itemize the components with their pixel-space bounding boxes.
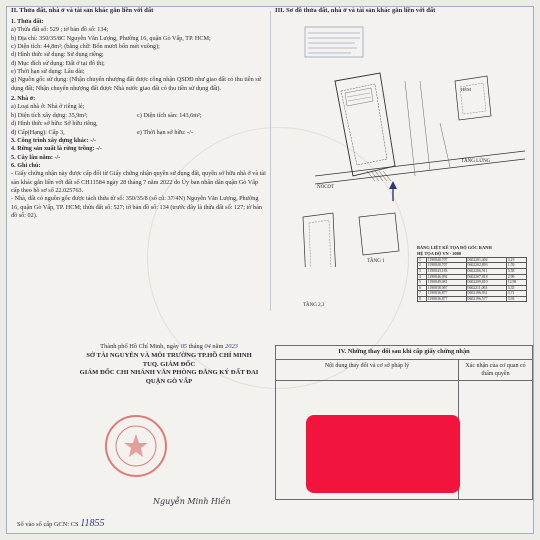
land-origin: g) Nguồn gốc sử dụng: (Nhận chuyển nhượng đất được công nhận QSDĐ như giao đất có thu tiền sử dụng đất; Nhận chuyển nhượng đất được Nhà nước giao đất có thu tiền sử dụng đất).: [11, 76, 261, 92]
coord-cell: 3,19: [506, 257, 526, 263]
house-term: e) Thời hạn sở hữu: -/-: [137, 128, 194, 136]
coord-cell: 2,99: [506, 274, 526, 280]
land-usage-form: d) Hình thức sử dụng: Sử dụng riêng;: [11, 51, 104, 59]
coord-cell: 1190849,081: [426, 280, 466, 286]
coord-cell: 1190836,877: [426, 291, 466, 297]
coord-cell: 0602206,911: [466, 268, 506, 274]
changes-col-content: Nội dung thay đổi và cơ sở pháp lý: [276, 360, 459, 380]
coord-cell: 3,93: [506, 296, 526, 302]
coord-row: [418, 263, 527, 269]
label-hem: HẺM: [461, 87, 471, 92]
certificate-page: [6, 6, 534, 534]
coord-cell: 1: [418, 257, 427, 263]
coord-title: BẢNG LIỆT KÊ TỌA ĐỘ GÓC RANH: [417, 245, 492, 250]
coord-row: [418, 274, 527, 280]
issue-date: Thành phố Hồ Chí Minh, ngày 05 tháng 04 năm 2023: [100, 343, 238, 350]
note-1: - Giấy chứng nhận này được cấp đổi từ Giấy chứng nhận quyền sử dụng đất, quyền sở hữu nhà ở và tài sản khác gắn liền với đất số CH11584 ngày 28 tháng 7 năm 2022 do Ủy ban nhân dân quận Gò Vấp cấp theo hồ sơ số 22.025763.: [11, 170, 266, 195]
coord-cell: 0602202,893: [466, 263, 506, 269]
left-column: [11, 7, 267, 533]
coord-row: [418, 268, 527, 274]
coord-cell: 1,59: [506, 263, 526, 269]
site-plan-drawing: [275, 21, 531, 267]
column-divider: [270, 11, 271, 311]
tuq-title: TUQ. GIÁM ĐỐC: [142, 360, 196, 368]
forest: 4. Rừng sản xuất là rừng trồng: -/-: [11, 145, 102, 153]
coord-cell: 3: [418, 268, 427, 274]
other-structures: 3. Công trình xây dựng khác: -/-: [11, 136, 97, 144]
land-area: c) Diện tích: 44,8m²; (bằng chữ: Bốn mươi bốn mét vuông);: [11, 42, 160, 50]
house-floor-area: c) Diện tích sàn: 143,6m²;: [137, 111, 202, 119]
coord-row: [418, 291, 527, 297]
coord-cell: 5,58: [506, 268, 526, 274]
section-title-plan: III. Sơ đồ thửa đất, nhà ở và tài sản khác gắn liền với đất: [275, 7, 436, 14]
house-build-area: b) Diện tích xây dựng: 35,9m²;: [11, 111, 88, 119]
changes-col-confirm: Xác nhận của cơ quan có thẩm quyền: [465, 362, 526, 377]
coord-row: [418, 257, 527, 263]
coord-cell: 0602209,810: [466, 280, 506, 286]
notes-heading: 6. Ghi chú:: [11, 162, 41, 169]
coord-cell: 5: [418, 280, 427, 286]
coord-cell: 6: [418, 285, 427, 291]
district-name: QUẬN GÒ VẤP: [145, 378, 193, 386]
signer-name: Nguyễn Minh Hiền: [153, 497, 231, 506]
land-parcel-number: a) Thửa đất số: 529 ; tờ bản đồ số: 134;: [11, 26, 109, 34]
changes-title: IV. Những thay đổi sau khi cấp giấy chứng nhận: [276, 346, 532, 360]
coord-cell: 8: [418, 296, 427, 302]
redaction-block: [306, 415, 460, 493]
official-stamp: [105, 415, 167, 477]
coord-cell: 0602207,818: [466, 274, 506, 280]
coordinate-table: [417, 245, 527, 302]
label-tang-lung: TẦNG LỬNG: [461, 159, 491, 164]
label-tang1: TẦNG 1: [367, 259, 385, 264]
coord-cell: 2: [418, 263, 427, 269]
coord-cell: 1190843,183: [426, 268, 466, 274]
coord-row: [418, 280, 527, 286]
coord-subtitle: HỆ TỌA ĐỘ VN - 2000: [417, 250, 462, 256]
house-heading: 2. Nhà ở:: [11, 95, 36, 103]
house-grade: đ) Cấp(Hạng): Cấp 3,: [11, 128, 65, 136]
coord-cell: 1190846,092: [426, 274, 466, 280]
right-column: [275, 7, 531, 533]
director-title: GIÁM ĐỐC CHI NHÁNH VĂN PHÒNG ĐĂNG KÝ ĐẤT ĐAI: [79, 369, 259, 377]
coord-cell: 3,35: [506, 285, 526, 291]
coord-cell: 0602201,404: [466, 257, 506, 263]
coord-row: [418, 296, 527, 302]
land-term: e) Thời hạn sử dụng: Lâu dài;: [11, 68, 85, 76]
serial-number: Số vào sổ cấp GCN: CS 11855: [17, 518, 105, 529]
coord-cell: 1190836,877: [426, 296, 466, 302]
coord-cell: 1190838,967: [426, 285, 466, 291]
coord-cell: 0602196,577: [466, 296, 506, 302]
coord-cell: 4: [418, 274, 427, 280]
coord-cell: 0602211,063: [466, 285, 506, 291]
land-address: b) Địa chỉ: 350/35/8C Nguyễn Văn Lượng, Phường 16, quận Gò Vấp, TP. HCM;: [11, 34, 211, 42]
note-2: - Nhà, đất có nguồn gốc được tách thửa từ số: 350/35/8 (số cũ: 37/4N) Nguyễn Văn Lượng, Phường 16, quận Gò Vấp, TP. HCM; thửa đất số: 527; tờ bản đồ số: 134 (trước đây là thửa đất số: 127; tờ bản đồ số: 02).: [11, 195, 262, 220]
coord-cell: 7: [418, 291, 427, 297]
coord-cell: 0602196,931: [466, 291, 506, 297]
signature-block: [71, 343, 267, 387]
coord-cell: 3,71: [506, 291, 526, 297]
label-tang23: TẦNG 2,3: [303, 303, 325, 308]
coord-row: [418, 285, 527, 291]
coord-cell: 12,98: [506, 280, 526, 286]
coord-cell: 1190840,707: [426, 263, 466, 269]
house-ownership: d) Hình thức sở hữu: Sở hữu riêng,: [11, 120, 98, 128]
department-name: SỞ TÀI NGUYÊN VÀ MÔI TRƯỜNG TP.HỒ CHÍ MINH: [86, 351, 252, 359]
land-purpose: đ) Mục đích sử dụng: Đất ở tại đô thị;: [11, 59, 105, 67]
label-nocot: NOCOT: [317, 185, 335, 190]
land-heading: 1. Thửa đất:: [11, 17, 44, 25]
perennial-trees: 5. Cây lâu năm: -/-: [11, 153, 61, 161]
section-title-land: II. Thửa đất, nhà ở và tài sản khác gắn liền với đất: [11, 7, 154, 14]
changes-header-row: [276, 360, 532, 381]
coord-cell: 1190840,707: [426, 257, 466, 263]
house-type: a) Loại nhà ở: Nhà ở riêng lẻ;: [11, 103, 85, 111]
